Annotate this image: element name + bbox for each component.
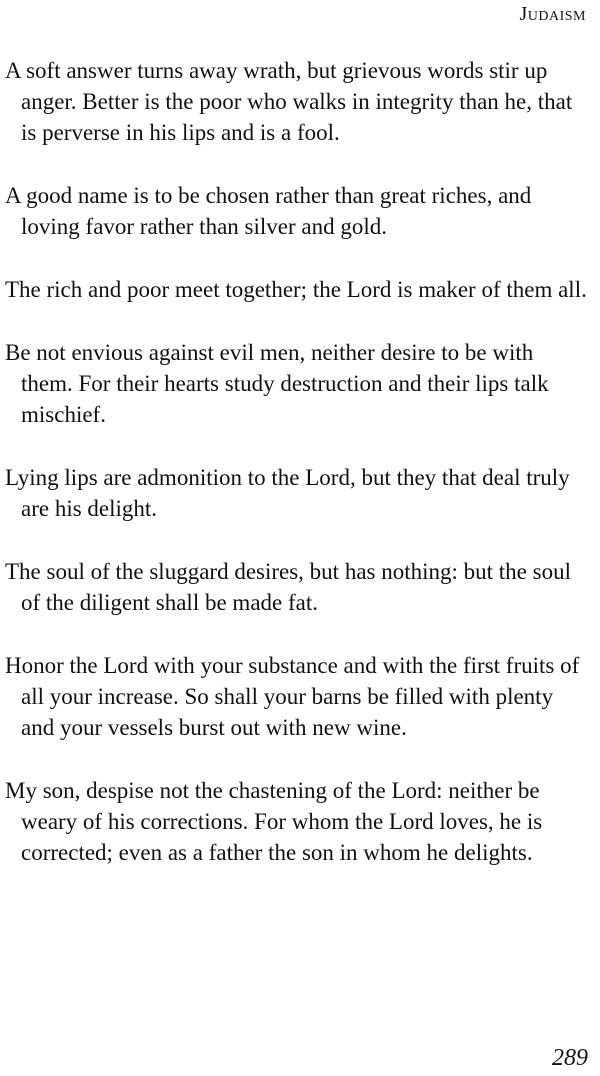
proverb-paragraph: Lying lips are admonition to the Lord, but they that deal truly are his delight.: [5, 465, 570, 521]
proverb-paragraph: A soft answer turns away wrath, but grievous words stir up anger. Better is the poor who walks in integrity than he, that is perverse in his lips and is a fool.: [5, 58, 573, 145]
proverb-paragraph: Honor the Lord with your substance and with the first fruits of all your increase. So shall your barns be filled with plenty and your vessels burst out with new wine.: [5, 653, 580, 740]
page-body: [5, 55, 590, 900]
proverb-paragraph: A good name is to be chosen rather than great riches, and loving favor rather than silver and gold.: [5, 183, 532, 239]
running-head: Judaism: [519, 3, 586, 25]
proverb-paragraph: My son, despise not the chastening of the Lord: neither be weary of his corrections. For whom the Lord loves, he is corrected; even as a father the son in whom he delights.: [5, 778, 543, 865]
proverb-paragraph: Be not envious against evil men, neither desire to be with them. For their hearts study destruction and their lips talk mischief.: [5, 340, 549, 427]
proverb-paragraph: The soul of the sluggard desires, but has nothing: but the soul of the diligent shall be made fat.: [5, 559, 571, 615]
page-number: 289: [552, 1045, 588, 1071]
proverb-paragraph: The rich and poor meet together; the Lord is maker of them all.: [5, 277, 587, 302]
